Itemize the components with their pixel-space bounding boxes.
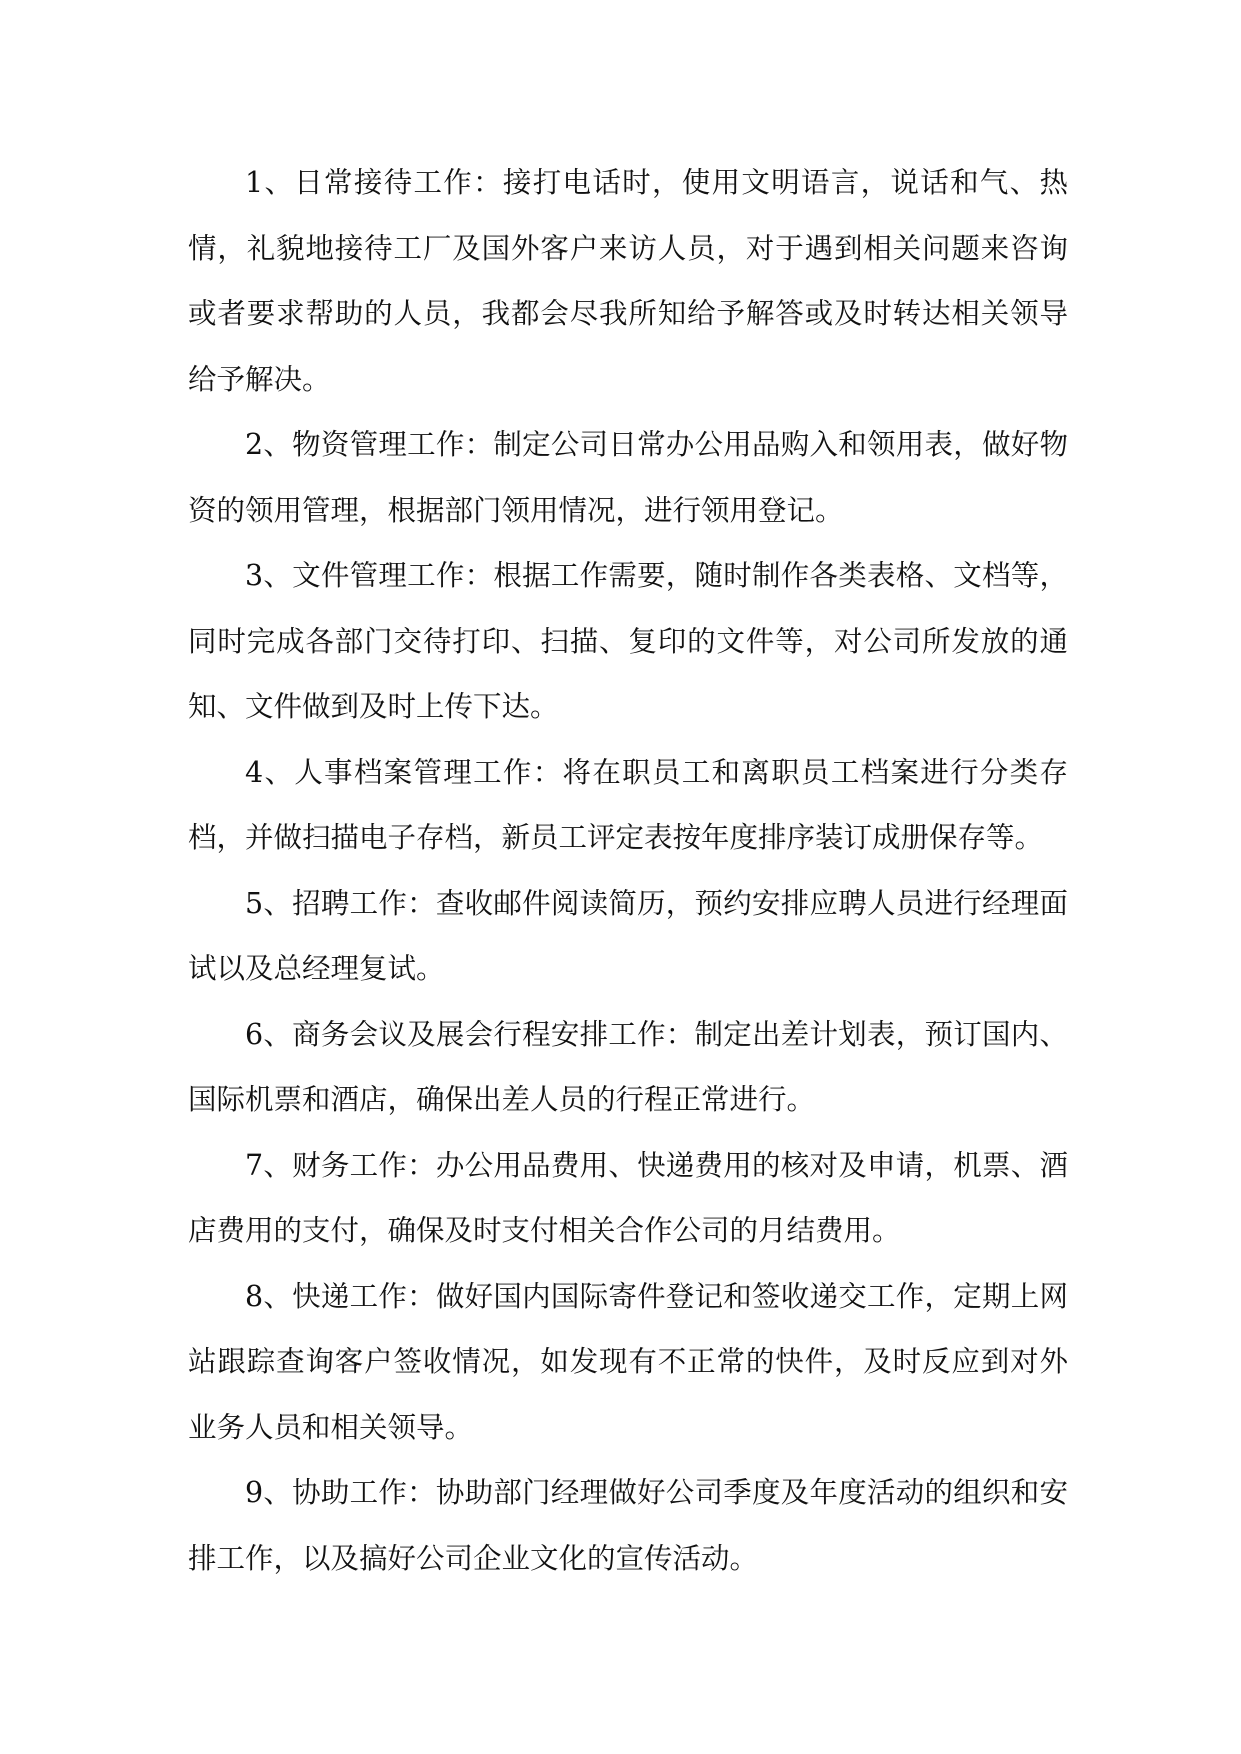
paragraph-item-6: 6、商务会议及展会行程安排工作：制定出差计划表，预订国内、国际机票和酒店，确保出差人员的行程正常进行。	[188, 1017, 1068, 1116]
paragraph-item-4: 4、人事档案管理工作：将在职员工和离职员工档案进行分类存档，并做扫描电子存档，新员工评定表按年度排序装订成册保存等。	[188, 755, 1068, 854]
paragraph-item-5: 5、招聘工作：查收邮件阅读简历，预约安排应聘人员进行经理面试以及总经理复试。	[188, 886, 1068, 985]
paragraph-item-7: 7、财务工作：办公用品费用、快递费用的核对及申请，机票、酒店费用的支付，确保及时支付相关合作公司的月结费用。	[188, 1148, 1068, 1247]
paragraph-item-8: 8、快递工作：做好国内国际寄件登记和签收递交工作，定期上网站跟踪查询客户签收情况，如发现有不正常的快件，及时反应到对外业务人员和相关领导。	[188, 1279, 1068, 1444]
paragraph-item-9: 9、协助工作：协助部门经理做好公司季度及年度活动的组织和安排工作，以及搞好公司企业文化的宣传活动。	[188, 1476, 1068, 1575]
paragraph-item-2: 2、物资管理工作：制定公司日常办公用品购入和领用表，做好物资的领用管理，根据部门领用情况，进行领用登记。	[188, 428, 1068, 527]
paragraph-item-1: 1、日常接待工作：接打电话时，使用文明语言，说话和气、热情，礼貌地接待工厂及国外客户来访人员，对于遇到相关问题来咨询或者要求帮助的人员，我都会尽我所知给予解答或及时转达相关领导给予解决。	[188, 166, 1068, 396]
paragraph-item-3: 3、文件管理工作：根据工作需要，随时制作各类表格、文档等，同时完成各部门交待打印、扫描、复印的文件等，对公司所发放的通知、文件做到及时上传下达。	[188, 559, 1068, 723]
document-body	[188, 150, 1068, 1591]
